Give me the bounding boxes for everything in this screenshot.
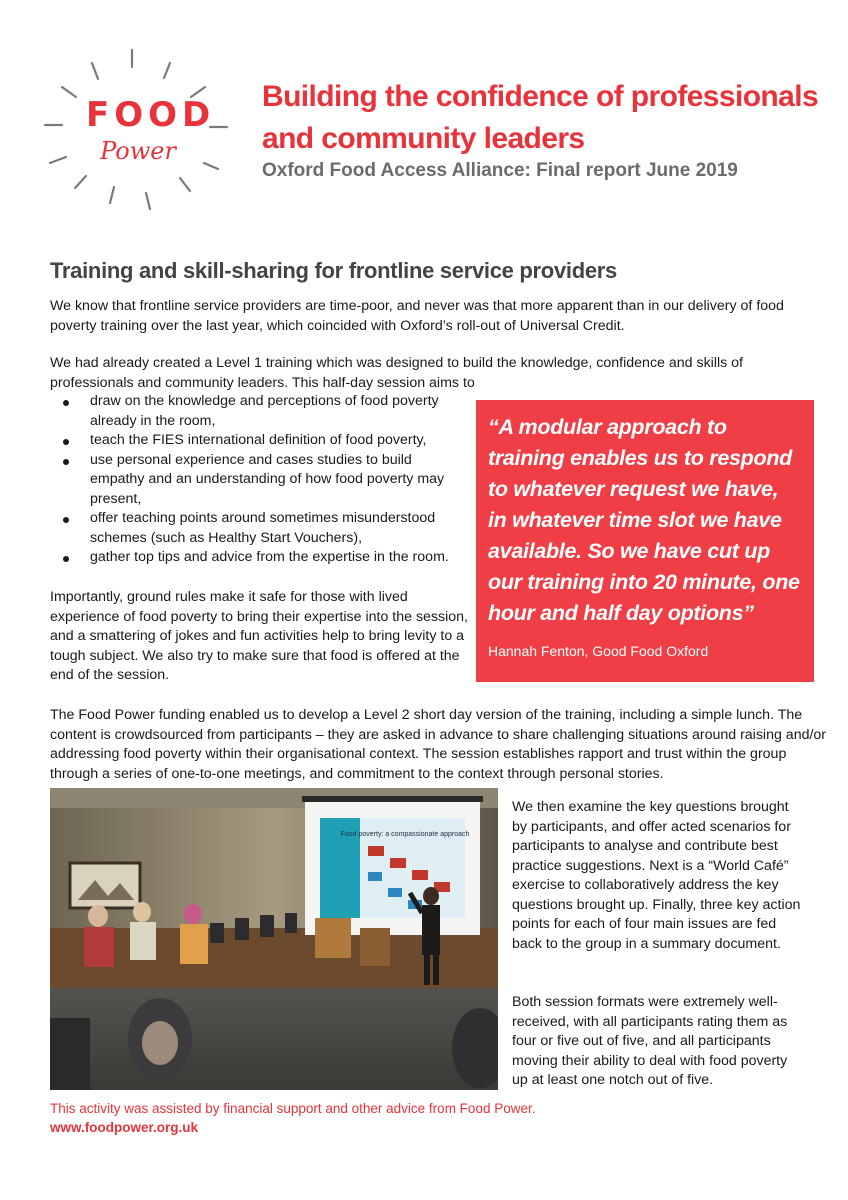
page-subtitle: Oxford Food Access Alliance: Final report June 2019 xyxy=(262,160,738,181)
bullet-icon xyxy=(63,400,69,406)
list-item-text: teach the FIES international definition of food poverty, xyxy=(90,432,427,448)
list-item-text: draw on the knowledge and perceptions of food poverty already in the room, xyxy=(90,393,439,429)
funding-note: This activity was assisted by financial support and other advice from Food Power. xyxy=(50,1101,536,1116)
aims-list xyxy=(60,392,470,568)
photo-illustration xyxy=(50,788,498,1090)
list-item xyxy=(60,509,470,548)
ground-rules-paragraph: Importantly, ground rules make it safe for those with lived experience of food poverty to bring their expertise into the session, and a smattering of jokes and fun activities help to bring levity to a tough subject. We also try to make sure that food is offered at the end of the session. xyxy=(50,589,468,683)
list-item xyxy=(60,392,470,431)
page-title: Building the confidence of professionals and community leaders xyxy=(262,80,819,155)
pull-quote xyxy=(476,400,814,682)
sunburst-rays-icon xyxy=(40,45,230,225)
food-power-logo xyxy=(40,45,230,225)
list-item-text: offer teaching points around sometimes misunderstood schemes (such as Healthy Start Vouchers), xyxy=(90,510,436,546)
level2-paragraph: The Food Power funding enabled us to develop a Level 2 short day version of the training, including a simple lunch. The content is crowdsourced from participants – they are asked in advance to share challenging situations around raising and/or addressing food poverty within their organisational context. The session establishes rapport and trust within the group through a series of one-to-one meetings, and commitment to the context through personal stories. xyxy=(50,707,827,782)
list-item xyxy=(60,451,470,510)
quote-text: “A modular approach to training enables us to respond to whatever request we have, in whatever time slot we have available. So we have cut up our training into 20 minute, one hour and half day options” xyxy=(488,415,800,625)
bullet-icon xyxy=(63,556,69,562)
quote-attribution: Hannah Fenton, Good Food Oxford xyxy=(488,643,709,659)
bullet-icon xyxy=(63,517,69,523)
intro-paragraph: We know that frontline service providers are time-poor, and never was that more apparent than in our delivery of food poverty training over the last year, which coincided with Oxford’s roll-out of Universal Credit. xyxy=(50,298,784,334)
logo-wordmark-power: Power xyxy=(100,137,176,165)
logo-wordmark-food: FOOD xyxy=(86,95,216,135)
bullet-icon xyxy=(63,459,69,465)
list-item xyxy=(60,548,470,568)
screen-title: Food poverty: a compassionate approach xyxy=(340,831,470,838)
training-session-photo xyxy=(50,788,498,1090)
website-link[interactable]: www.foodpower.org.uk xyxy=(50,1120,198,1135)
list-item xyxy=(60,431,470,451)
outcomes-paragraph: Both session formats were extremely well-received, with all participants rating them as four or five out of five, and all participants moving their ability to deal with food poverty up at least one notch out of five. xyxy=(512,994,788,1088)
list-item-text: gather top tips and advice from the expertise in the room. xyxy=(90,549,449,565)
section-heading: Training and skill-sharing for frontline service providers xyxy=(50,258,617,283)
key-questions-paragraph: We then examine the key questions brought by participants, and offer acted scenarios for participants to analyse and contribute best practice suggestions. Next is a “World Café” exercise to collaboratively address the key questions brought up. Finally, three key action points for each of four main issues are fed back to the group in a summary document. xyxy=(512,799,801,952)
bullet-icon xyxy=(63,439,69,445)
level1-paragraph: We had already created a Level 1 training which was designed to build the knowledge, confidence and skills of professionals and community leaders. This half-day session aims to xyxy=(50,355,743,391)
list-item-text: use personal experience and cases studies to build empathy and an understanding of how food poverty may present, xyxy=(90,451,445,507)
